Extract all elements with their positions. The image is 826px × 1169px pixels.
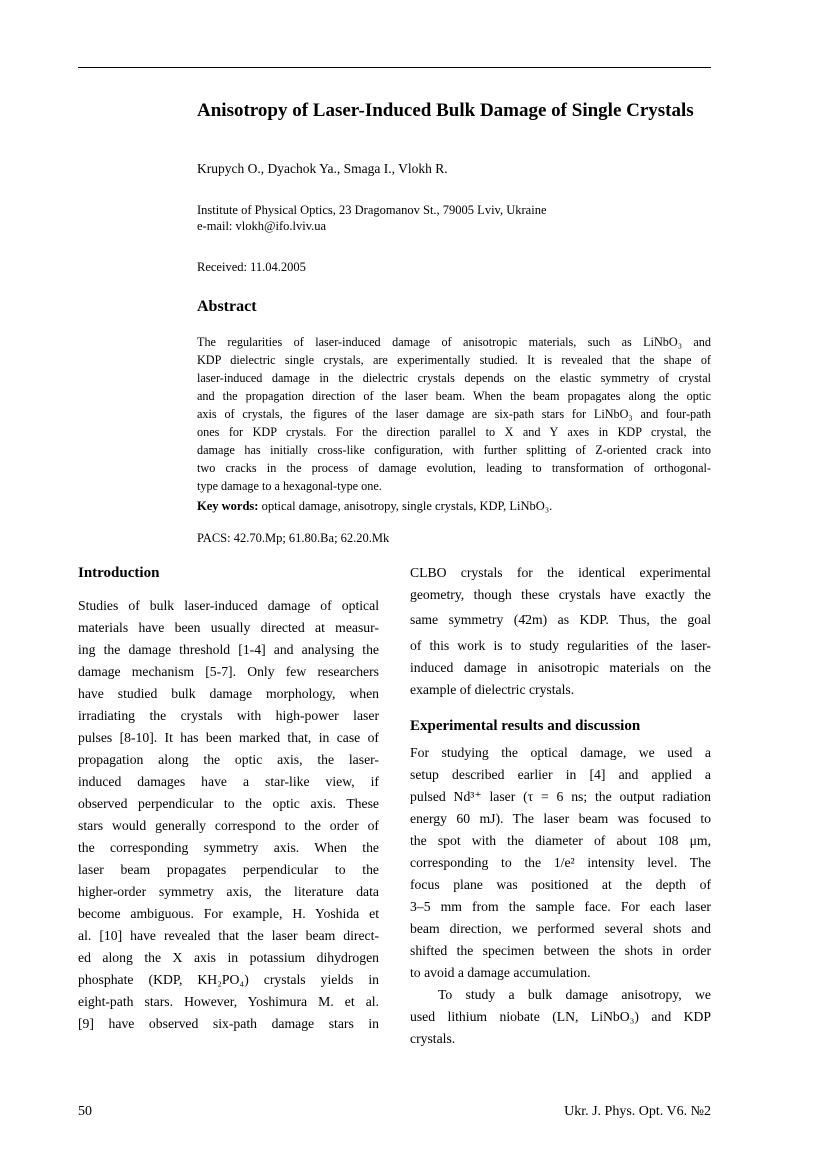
body-line: become ambiguous. For example, H. Yoshida et: [78, 906, 379, 921]
abstract-line: type damage to a hexagonal-type one.: [197, 479, 382, 493]
body-line: For studying the optical damage, we used a: [410, 745, 711, 760]
body-line: crystals.: [410, 1031, 456, 1046]
body-line: to avoid a damage accumulation.: [410, 965, 591, 980]
body-line: 3–5 mm from the sample face. For each laser: [410, 899, 711, 914]
body-line: Studies of bulk laser-induced damage of optical: [78, 598, 379, 613]
header-rule: [78, 67, 711, 68]
body-line: phosphate (KDP, KH₂PO₄) crystals yields in: [78, 972, 379, 987]
paper-title: Anisotropy of Laser-Induced Bulk Damage of Single Crystals: [197, 100, 694, 121]
body-line: al. [10] have revealed that the laser beam direct-: [78, 928, 379, 943]
body-line: ing the damage threshold [1-4] and analysing the: [78, 642, 379, 657]
body-line: damage mechanism [5-7]. Only few researchers: [78, 664, 379, 679]
body-line: pulsed Nd³⁺ laser (τ = 6 ns; the output radiation: [410, 789, 711, 804]
body-line: corresponding to the 1/e² intensity level. The: [410, 855, 711, 870]
body-line: stars would generally correspond to the order of: [78, 818, 379, 833]
body-line: [9] have observed six-path damage stars in: [78, 1016, 379, 1031]
body-line: To study a bulk damage anisotropy, we: [438, 987, 711, 1002]
abstract-line: axis of crystals, the figures of the laser damage are six-path stars for LiNbO₃ and four-path: [197, 407, 711, 421]
body-line: example of dielectric crystals.: [410, 682, 575, 697]
email: e-mail: vlokh@ifo.lviv.ua: [197, 219, 327, 233]
body-line: used lithium niobate (LN, LiNbO₃) and KDP: [410, 1009, 711, 1024]
body-line: materials have been usually directed at measur-: [78, 620, 379, 635]
keywords-label: Key words:: [197, 499, 259, 513]
body-line: setup described earlier in [4] and applied a: [410, 767, 711, 782]
body-line: higher-order symmetry axis, the literature data: [78, 884, 379, 899]
body-line: ed along the X axis in potassium dihydrogen: [78, 950, 379, 965]
body-line: the corresponding symmetry axis. When the: [78, 840, 379, 855]
body-line: shifted the specimen between the shots in order: [410, 943, 711, 958]
abstract-heading: Abstract: [197, 298, 257, 315]
body-line: energy 60 mJ). The laser beam was focused to: [410, 811, 711, 826]
abstract-line: laser-induced damage in the dielectric crystals depends on the elastic symmetry of crystal: [197, 371, 711, 385]
body-line: have studied bulk damage morphology, when: [78, 686, 379, 701]
body-line: CLBO crystals for the identical experimental: [410, 565, 711, 580]
affiliation: Institute of Physical Optics, 23 Dragomanov St., 79005 Lviv, Ukraine: [197, 203, 547, 217]
abstract-line: two cracks in the process of damage evolution, leading to transformation of orthogonal-: [197, 461, 711, 475]
body-line: irradiating the crystals with high-power laser: [78, 708, 379, 723]
body-line: observed perpendicular to the optic axis. These: [78, 796, 379, 811]
abstract-line: KDP dielectric single crystals, are experimentally studied. It is revealed that the shape of: [197, 353, 711, 367]
page-number: 50: [78, 1104, 92, 1119]
keywords: [197, 499, 552, 514]
keywords-text: optical damage, anisotropy, single crystals, KDP, LiNbO₃.: [258, 499, 553, 513]
abstract-line: The regularities of laser-induced damage of anisotropic materials, such as LiNbO₃ and: [197, 335, 711, 349]
body-line: of this work is to study regularities of the laser-: [410, 638, 711, 653]
body-line: eight-path stars. However, Yoshimura M. et al.: [78, 994, 379, 1009]
body-line: laser beam propagates perpendicular to the: [78, 862, 379, 877]
body-line: beam direction, we performed several shots and: [410, 921, 711, 936]
introduction-heading: Introduction: [78, 565, 160, 581]
abstract-line: and the propagation direction of the laser beam. When the beam propagates along the optic: [197, 389, 711, 403]
body-line: induced damage in anisotropic materials on the: [410, 660, 711, 675]
affiliation-block: [197, 202, 547, 234]
received-date: Received: 11.04.2005: [197, 260, 306, 274]
abstract-line: ones for KDP crystals. For the direction parallel to X and Y axes in KDP crystal, the: [197, 425, 711, 439]
body-line: same symmetry (4̄2m) as KDP. Thus, the goal: [410, 612, 711, 627]
journal-reference: Ukr. J. Phys. Opt. V6. №2: [564, 1104, 711, 1119]
pacs-codes: PACS: 42.70.Mp; 61.80.Ba; 62.20.Mk: [197, 531, 390, 545]
authors: Krupych O., Dyachok Ya., Smaga I., Vlokh R.: [197, 161, 448, 176]
body-line: propagation along the optic axis, the laser-: [78, 752, 379, 767]
body-line: the spot with the diameter of about 108 μm,: [410, 833, 711, 848]
body-line: induced damages have a star-like view, if: [78, 774, 379, 789]
abstract-line: damage has initially cross-like configuration, with further splitting of Z-oriented crack into: [197, 443, 711, 457]
body-line: pulses [8-10]. It has been marked that, in case of: [78, 730, 379, 745]
experimental-heading: Experimental results and discussion: [410, 718, 641, 734]
body-line: focus plane was positioned at the depth of: [410, 877, 711, 892]
body-line: geometry, though these crystals have exactly the: [410, 587, 711, 602]
